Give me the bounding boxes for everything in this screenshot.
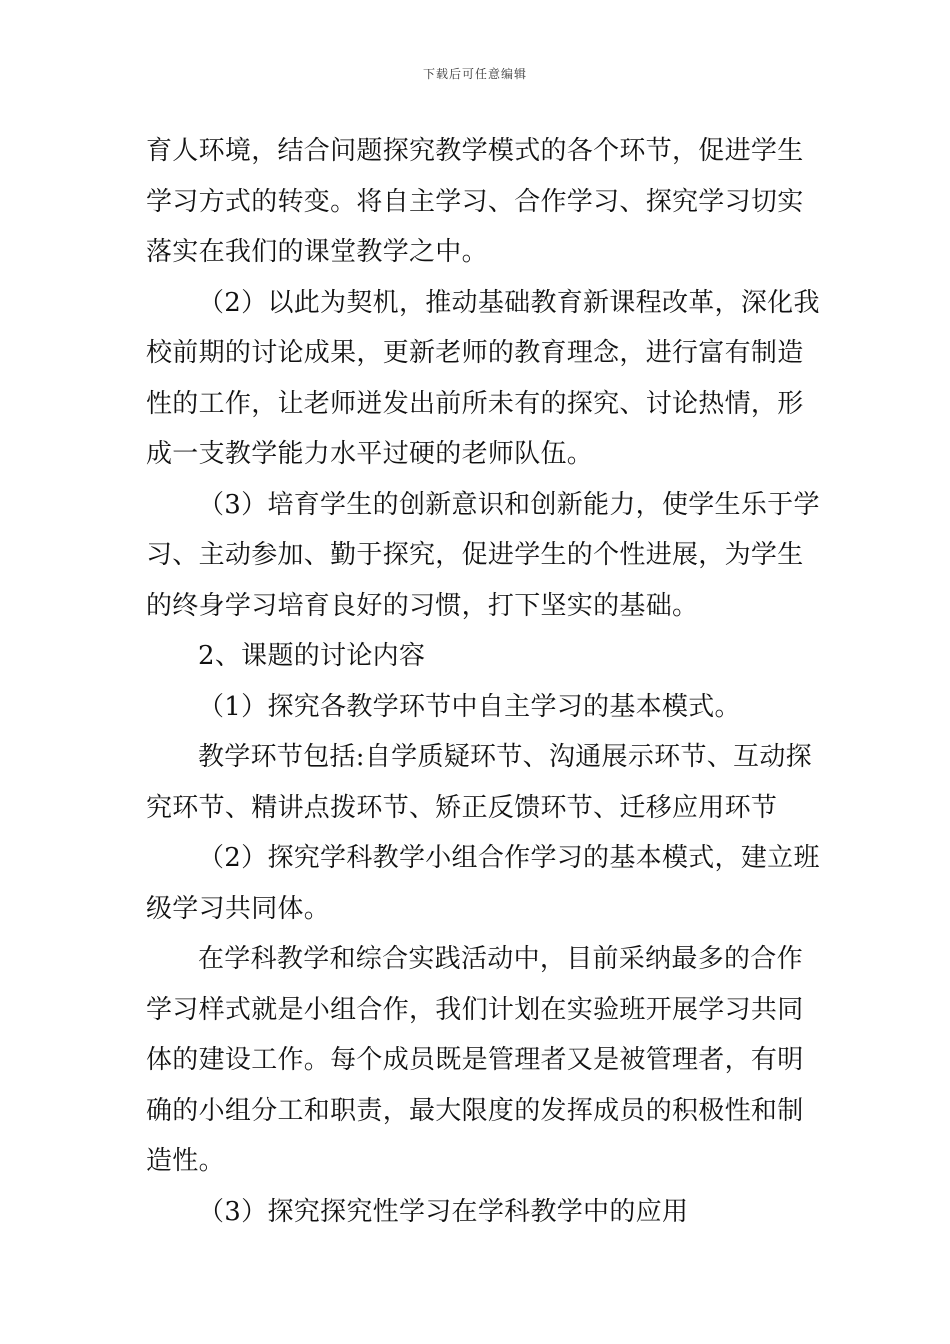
text-line: 2、课题的讨论内容 [198, 641, 426, 671]
text-line: 学习方式的转变。将自主学习、合作学习、探究学习切实 [146, 186, 804, 217]
text-line: 体的建设工作。每个成员既是管理者又是被管理者，有明 [146, 1045, 804, 1075]
text-line: （2）以此为契机，推动基础教育新课程改革，深化我 [198, 287, 820, 318]
text-line: （3）培育学生的创新意识和创新能力，使学生乐于学 [198, 489, 820, 520]
text-line: 习、主动参加、勤于探究，促进学生的个性进展，为学生 [146, 540, 804, 570]
text-line: 育人环境，结合问题探究教学模式的各个环节，促进学生 [146, 136, 804, 166]
text-line: 性的工作，让老师迸发出前所未有的探究、讨论热情，形 [146, 388, 804, 419]
text-line: （2）探究学科教学小组合作学习的基本模式，建立班 [198, 843, 820, 873]
text-line: （3）探究探究性学习在学科教学中的应用 [198, 1196, 689, 1227]
page-header: 下载后可任意编辑 [422, 67, 527, 81]
text-line: （1）探究各教学环节中自主学习的基本模式。 [198, 691, 741, 722]
text-line: 校前期的讨论成果，更新老师的教育理念，进行富有制造 [146, 338, 804, 368]
text-line: 教学环节包括:自学质疑环节、沟通展示环节、互动探 [198, 742, 812, 772]
text-line: 成一支教学能力水平过硬的老师队伍。 [146, 439, 594, 469]
text-line: 究环节、精讲点拨环节、矫正反馈环节、迁移应用环节 [146, 792, 778, 823]
text-line: 在学科教学和综合实践活动中，目前采纳最多的合作 [198, 944, 803, 974]
text-line: 学习样式就是小组合作，我们计划在实验班开展学习共同 [146, 994, 804, 1025]
document-body [146, 126, 820, 1237]
text-line: 的终身学习培育良好的习惯，打下坚实的基础。 [146, 590, 699, 621]
text-line: 确的小组分工和职责，最大限度的发挥成员的积极性和制 [146, 1095, 804, 1126]
text-line: 级学习共同体。 [146, 893, 331, 924]
text-line: 落实在我们的课堂教学之中。 [146, 237, 488, 267]
text-line: 造性。 [146, 1146, 225, 1176]
